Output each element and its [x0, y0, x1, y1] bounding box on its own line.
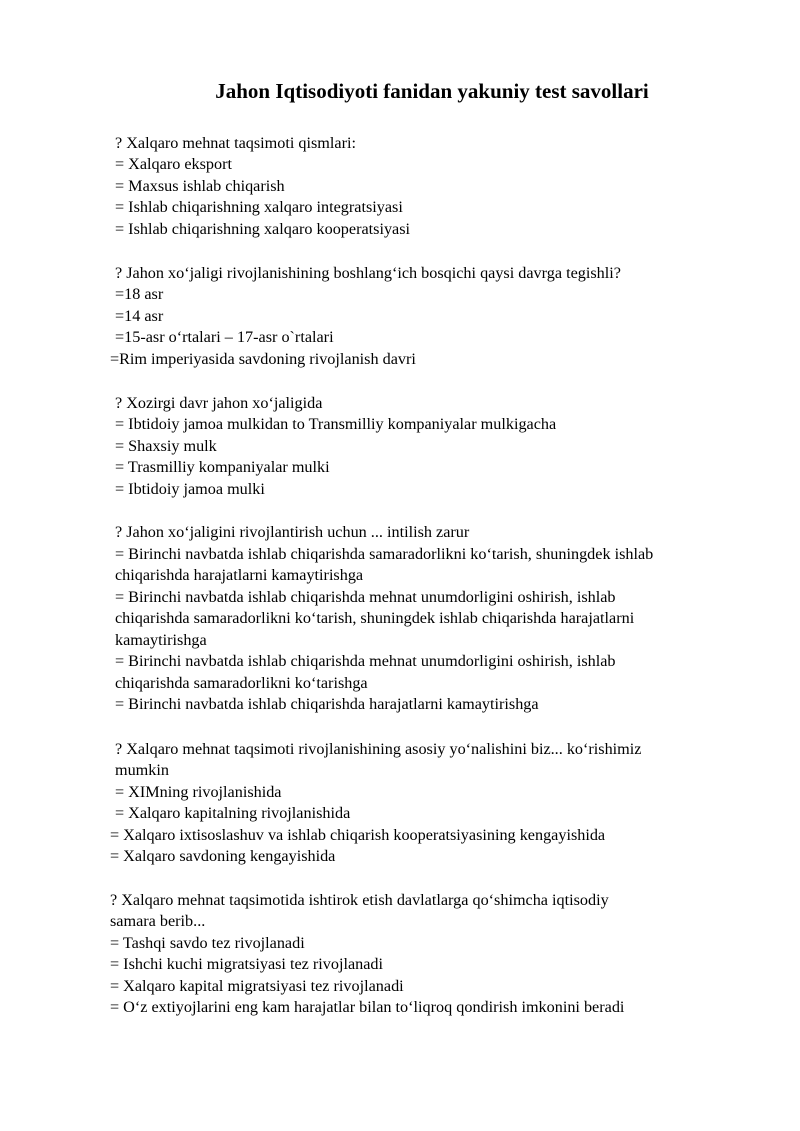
answer-option: = Ishlab chiqarishning xalqaro integratsiyasi [115, 198, 403, 216]
answer-option: =Rim imperiyasida savdoning rivojlanish davri [110, 350, 416, 368]
answer-option: =18 asr [115, 285, 164, 303]
question-text: ? Xalqaro mehnat taqsimoti qismlari: [115, 134, 356, 152]
answer-option: = Xalqaro kapitalning rivojlanishida [115, 804, 351, 822]
answer-option: =14 asr [115, 307, 164, 325]
answer-option: = Xalqaro ixtisoslashuv va ishlab chiqarish kooperatsiyasining kengayishida [110, 826, 606, 844]
question-text: ? Jahon xo‘jaligini rivojlantirish uchun ... intilish zarur [115, 523, 470, 541]
document-title: Jahon Iqtisodiyoti fanidan yakuniy test savollari [215, 79, 649, 103]
answer-option: = Xalqaro eksport [115, 155, 233, 173]
answer-option: = O‘z extiyojlarini eng kam harajatlar bilan to‘liqroq qondirish imkonini beradi [110, 998, 625, 1016]
answer-option-line: chiqarishda harajatlarni kamaytirishga [115, 566, 364, 584]
question-text: ? Xozirgi davr jahon xo‘jaligida [115, 394, 323, 412]
question-text-line: ? Xalqaro mehnat taqsimotida ishtirok etish davlatlarga qo‘shimcha iqtisodiy [110, 891, 609, 909]
question-text-line: ? Xalqaro mehnat taqsimoti rivojlanishining asosiy yo‘nalishini biz... ko‘rishimiz [115, 740, 642, 758]
answer-option: = Tashqi savdo tez rivojlanadi [110, 934, 305, 952]
answer-option: = Maxsus ishlab chiqarish [115, 177, 285, 195]
answer-option-line: kamaytirishga [115, 631, 207, 649]
answer-option: = Shaxsiy mulk [115, 437, 217, 455]
answer-option: = Xalqaro kapital migratsiyasi tez rivojlanadi [110, 977, 404, 995]
answer-option: = Ishlab chiqarishning xalqaro kooperatsiyasi [115, 220, 411, 238]
question-text: ? Jahon xo‘jaligi rivojlanishining boshlang‘ich bosqichi qaysi davrga tegishli? [115, 264, 621, 282]
answer-option-line: = Birinchi navbatda ishlab chiqarishda mehnat unumdorligini oshirish, ishlab [115, 588, 616, 606]
answer-option: = Ishchi kuchi migratsiyasi tez rivojlanadi [110, 955, 384, 973]
answer-option-line: = Birinchi navbatda ishlab chiqarishda samaradorlikni ko‘tarish, shuningdek ishlab [115, 545, 654, 563]
answer-option-line: = Birinchi navbatda ishlab chiqarishda mehnat unumdorligini oshirish, ishlab [115, 652, 616, 670]
answer-option-line: chiqarishda samaradorlikni ko‘tarish, shuningdek ishlab chiqarishda harajatlarni [115, 609, 635, 627]
answer-option: = Xalqaro savdoning kengayishida [110, 847, 336, 865]
question-text-line: samara berib... [110, 912, 206, 930]
answer-option: =15-asr o‘rtalari – 17-asr o`rtalari [115, 328, 334, 346]
answer-option: = Trasmilliy kompaniyalar mulki [115, 458, 330, 476]
question-text-line: mumkin [115, 761, 169, 779]
answer-option: = XIMning rivojlanishida [115, 783, 282, 801]
answer-option-line: chiqarishda samaradorlikni ko‘tarishga [115, 674, 368, 692]
answer-option: = Ibtidoiy jamoa mulkidan to Transmilliy kompaniyalar mulkigacha [115, 415, 557, 433]
answer-option: = Ibtidoiy jamoa mulki [115, 480, 265, 498]
answer-option-line: = Birinchi navbatda ishlab chiqarishda harajatlarni kamaytirishga [115, 695, 539, 713]
